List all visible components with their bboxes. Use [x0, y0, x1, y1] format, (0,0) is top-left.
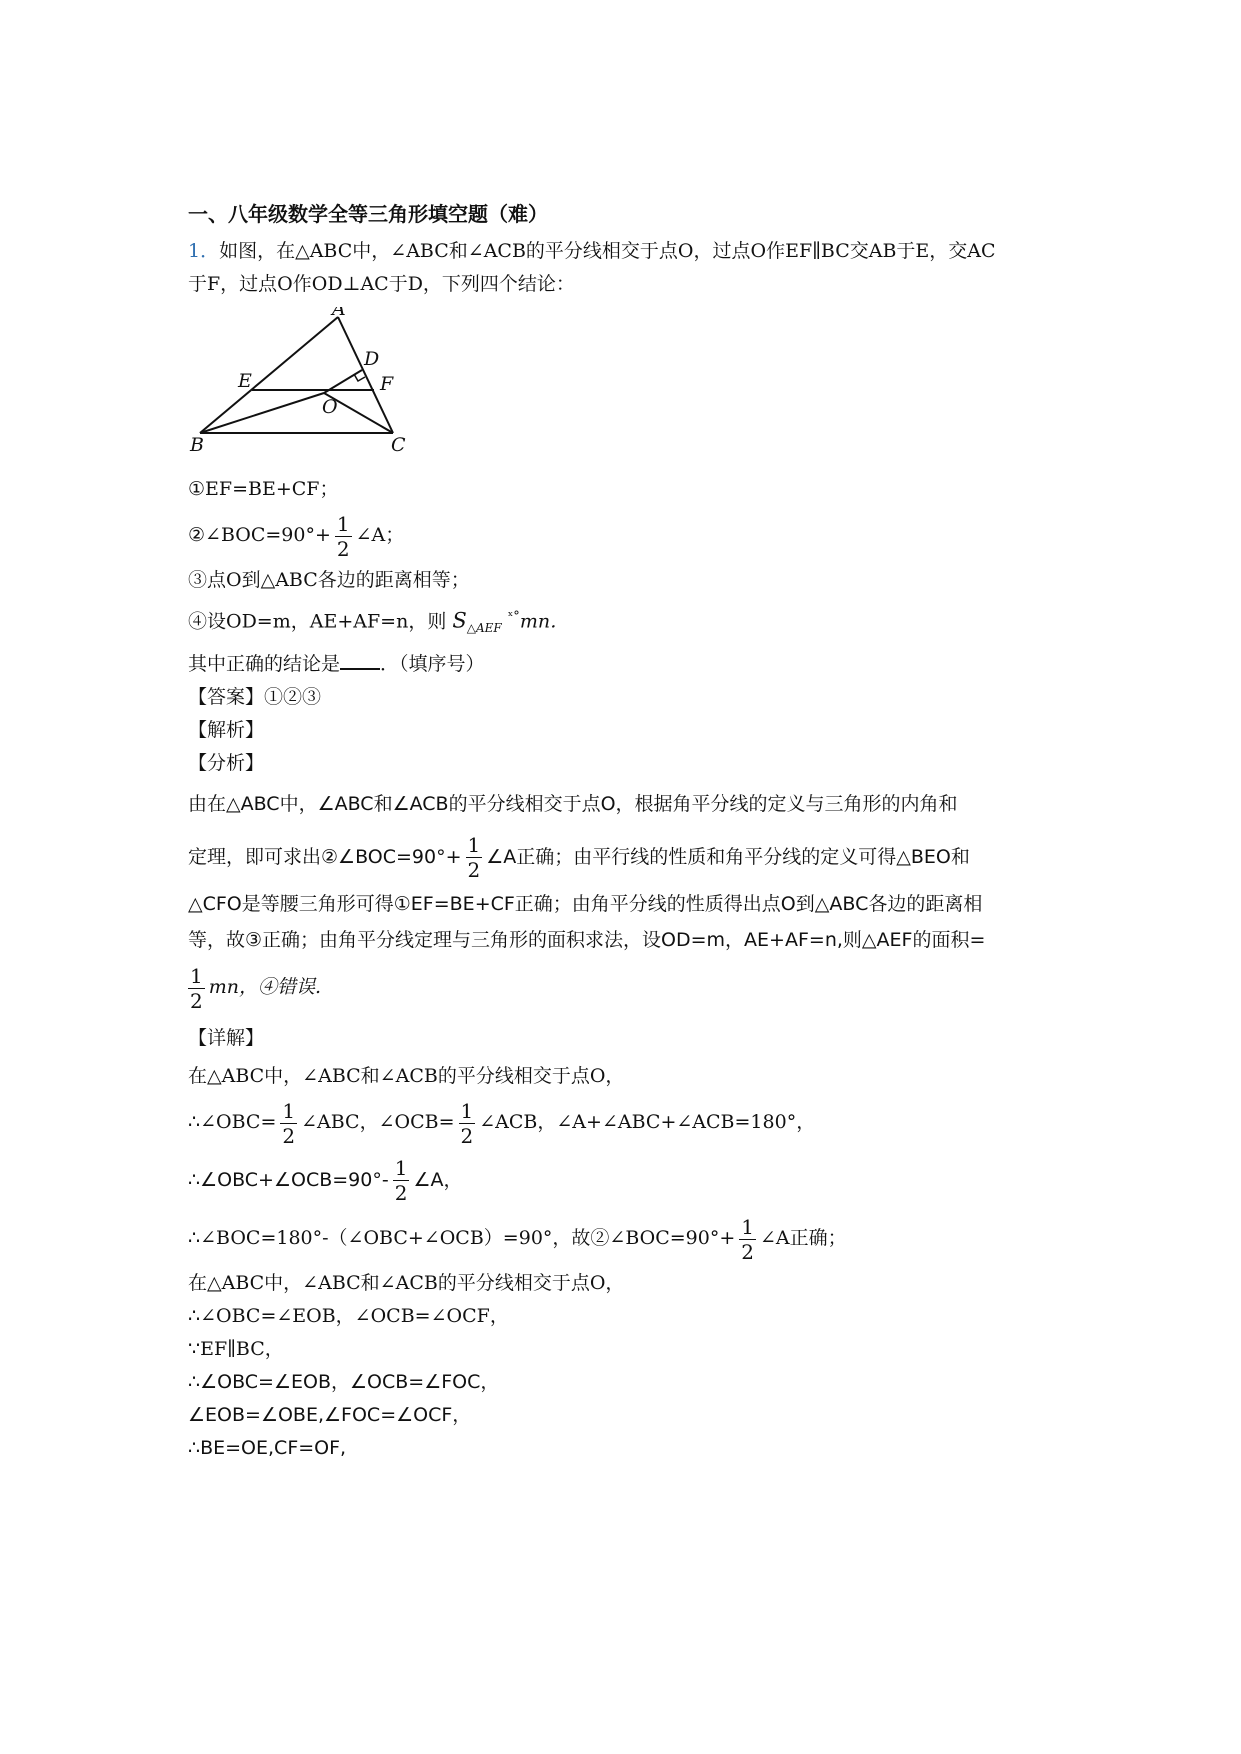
label-a: A — [332, 307, 346, 320]
label-o: O — [322, 396, 338, 418]
label-f: F — [380, 373, 394, 395]
detail-line-7: ∵EF∥BC， — [188, 1338, 284, 1361]
document-page — [188, 198, 1068, 1465]
label-e: E — [238, 370, 252, 392]
jiexi-label: 【解析】 — [188, 719, 265, 742]
side-ab — [200, 317, 338, 433]
conclusion-3: ③点O到△ABC各边的距离相等； — [188, 569, 470, 591]
fraction-half: $\frac{1}{2}$ — [190, 963, 203, 1013]
conclusion-2: ②∠BOC=90°+ $\frac{1}{2}$ ∠A； — [188, 511, 405, 561]
label-b: B — [190, 434, 204, 456]
detail-line-8: ∴∠OBC=∠EOB，∠OCB=∠FOC， — [188, 1371, 500, 1394]
analysis-line-3: △CFO是等腰三角形可得①EF=BE+CF正确；由角平分线的性质得出点O到△ABC各边的距离相 — [188, 893, 983, 916]
question-line-1 — [188, 235, 1068, 268]
fraction-half: $\frac{1}{2}$ — [467, 833, 481, 883]
analysis-line-1: 由在△ABC中，∠ABC和∠ACB的平分线相交于点O，根据角平分线的定义与三角形的内角和 — [188, 793, 958, 816]
detail-line-10: ∴BE=OE,CF=OF, — [188, 1437, 347, 1460]
question-number: 1． — [188, 240, 220, 262]
question-line-2: 于F，过点O作OD⊥AC于D，下列四个结论： — [188, 273, 575, 295]
analysis-line-2: 定理，即可求出②∠BOC=90°+ $\frac{1}{2}$ ∠A正确；由平行线的性质和角平分线的定义可得△BEO和 — [188, 833, 970, 883]
detail-line-1: 在△ABC中，∠ABC和∠ACB的平分线相交于点O， — [188, 1065, 625, 1088]
answer-blank[interactable] — [340, 650, 380, 670]
fraction-half: $\frac{1}{2}$ — [282, 1098, 296, 1148]
fill-prompt: 其中正确的结论是 ．（填序号） — [188, 648, 1068, 681]
label-c: C — [391, 434, 406, 456]
question-text-1: 如图，在△ABC中，∠ABC和∠ACB的平分线相交于点O，过点O作EF∥BC交AB于E，交AC — [219, 240, 996, 262]
answer-line: 【答案】①②③ — [188, 686, 322, 709]
analysis-line-4: 等，故③正确；由角平分线定理与三角形的面积求法，设OD=m，AE+AF=n,则△AEF的面积= — [188, 929, 986, 952]
bisector-bo — [200, 393, 324, 433]
detail-label: 【详解】 — [188, 1027, 265, 1050]
detail-line-4: ∴∠BOC=180°-（∠OBC+∠OCB）=90°，故②∠BOC=90°+ $\frac{1}{2}$ ∠A正确； — [188, 1214, 847, 1264]
detail-line-2: ∴∠OBC= $\frac{1}{2}$ ∠ABC，∠OCB= $\frac{1}{2}$ ∠ACB，∠A+∠ABC+∠ACB=180°， — [188, 1098, 816, 1148]
detail-line-5: 在△ABC中，∠ABC和∠ACB的平分线相交于点O， — [188, 1272, 625, 1295]
conclusion-1: ①EF=BE+CF； — [188, 478, 339, 500]
fraction-half: $\frac{1}{2}$ — [460, 1098, 474, 1148]
fenxi-label: 【分析】 — [188, 752, 265, 775]
right-angle-mark — [354, 374, 365, 381]
detail-line-6: ∴∠OBC=∠EOB，∠OCB=∠OCF， — [188, 1305, 509, 1328]
fraction-half: $\frac{1}{2}$ — [394, 1156, 408, 1206]
section-title: 一、八年级数学全等三角形填空题（难） — [188, 202, 548, 226]
conclusion-4: ④设OD=m，AE+AF=n，则 $S_{\triangle AEF}$ $^{ˣ^\circ}$mn． — [188, 608, 570, 636]
triangle-figure — [188, 307, 458, 467]
detail-line-9: ∠EOB=∠OBE,∠FOC=∠OCF， — [188, 1404, 472, 1427]
label-d: D — [364, 348, 380, 370]
fraction-half: $\frac{1}{2}$ — [741, 1214, 755, 1264]
detail-line-3: ∴∠OBC+∠OCB=90°- $\frac{1}{2}$ ∠A， — [188, 1156, 463, 1206]
analysis-line-5: $\frac{1}{2}$ mn，④错误. — [190, 963, 322, 1013]
fraction-half: $\frac{1}{2}$ — [336, 511, 350, 561]
